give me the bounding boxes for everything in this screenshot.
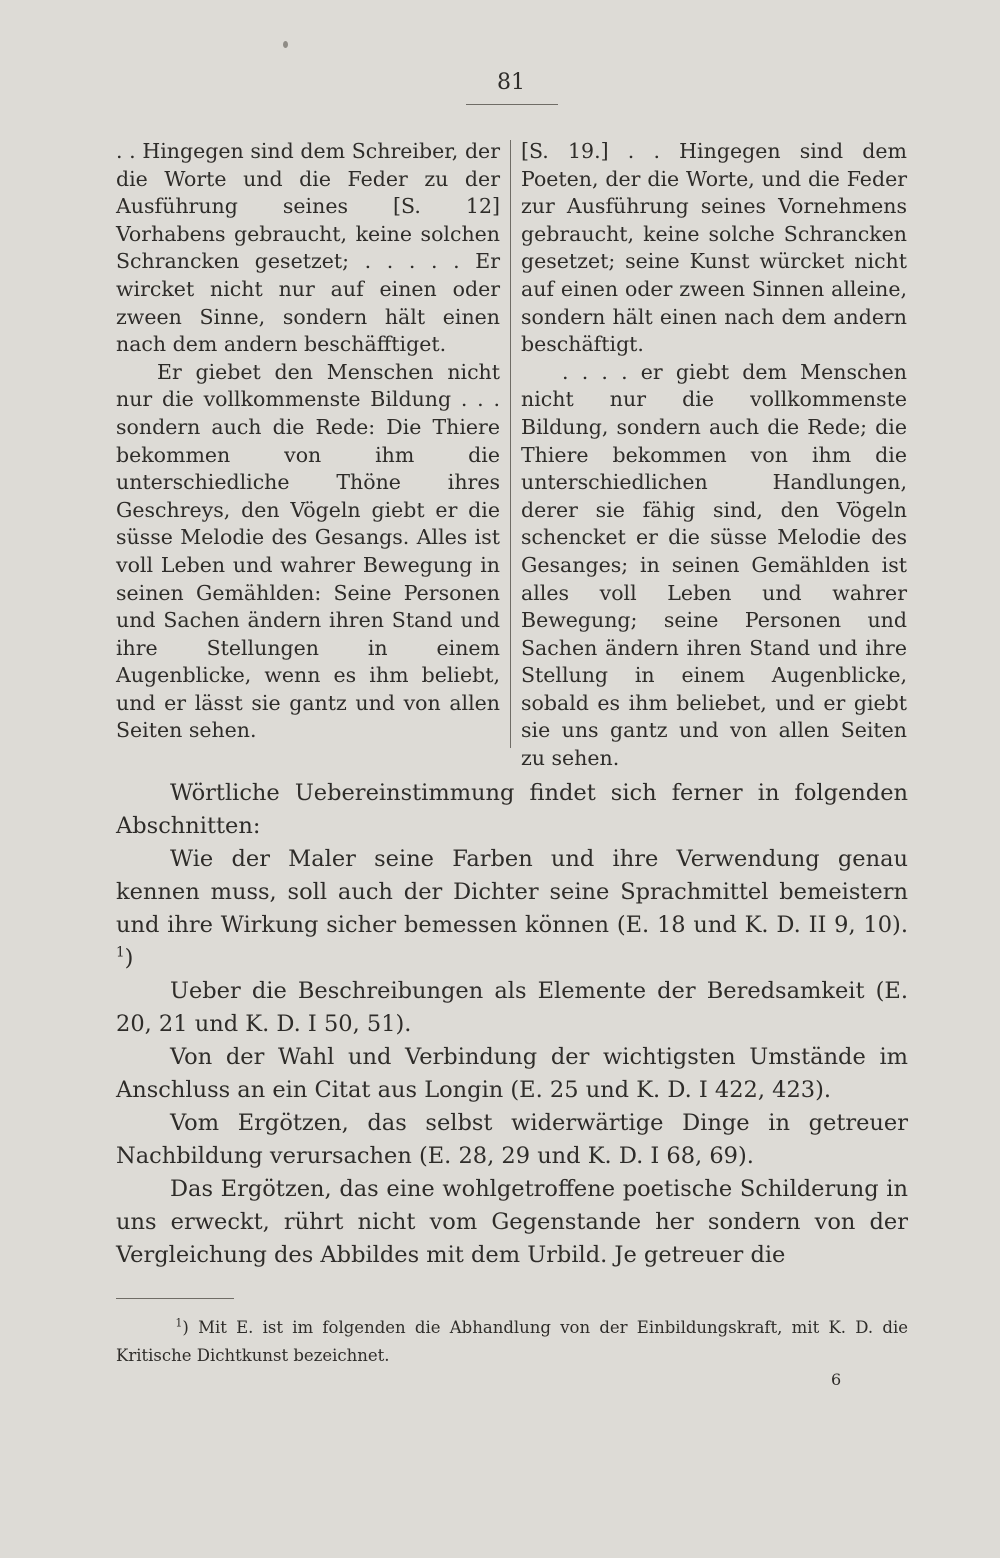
body-paragraph-2-text: Wie der Maler seine Farben und ihre Verwendung genau kennen muss, soll auch der Dichter seine Sprachmittel bemeistern und ihre Wirkung sicher bemessen können (E. 18 und K. D. II 9, 10). — [116, 846, 908, 938]
page-number-rule — [466, 104, 558, 105]
ink-speck — [283, 41, 288, 48]
right-quote-paragraph-1: [S. 19.] . . Hingegen sind dem Poeten, der die Worte, und die Feder zur Ausführung seines Vornehmens gebraucht, keine solche Schrancken gesetzet; seine Kunst würcket nicht auf einen oder zween Sinnen alleine, sondern hält einen nach dem andern beschäftigt. — [521, 139, 907, 357]
footnote-text: Mit E. ist im folgenden die Abhandlung von der Einbildungskraft, mit K. D. die Kritische Dichtkunst bezeichnet. — [116, 1318, 908, 1365]
body-paragraph-3: Ueber die Beschreibungen als Elemente der Beredsamkeit (E. 20, 21 und K. D. I 50, 51). — [116, 978, 908, 1037]
signature-mark: 6 — [831, 1370, 842, 1389]
body-paragraph-6: Das Ergötzen, das eine wohlgetroffene poetische Schilderung in uns erweckt, rührt nicht vom Gegenstande her sondern von der Vergleichung des Abbildes mit dem Urbild. Je getreuer die — [116, 1176, 908, 1268]
column-divider — [510, 140, 511, 748]
footnote-reference-close: ) — [124, 945, 134, 971]
footnote-mark-close: ) — [182, 1318, 189, 1337]
body-paragraph-4: Von der Wahl und Verbindung der wichtigsten Umstände im Anschluss an ein Citat aus Longin (E. 25 und K. D. I 422, 423). — [116, 1044, 908, 1103]
right-quote-paragraph-2: . . . . er giebt dem Menschen nicht nur die vollkommenste Bildung, sondern auch die Rede; die Thiere bekommen von ihm die unterschiedlichen Handlungen, derer sie fähig sind, den Vögeln schencket er die süsse Melodie des Gesanges; in seinen Gemählden ist alles voll Leben und wahrer Bewegung; seine Personen und Sachen ändern ihren Stand und ihre Stellung in einem Augenblicke, sobald es ihm beliebet, und er giebt sie uns gantz und von allen Seiten zu sehen. — [521, 359, 907, 771]
body-text — [116, 777, 908, 1272]
page-number: 81 — [497, 70, 525, 95]
body-paragraph-2 — [116, 843, 908, 975]
body-paragraph-5: Vom Ergötzen, das selbst widerwärtige Dinge in getreuer Nachbildung verursachen (E. 28, 29 und K. D. I 68, 69). — [116, 1110, 908, 1169]
footnote-rule — [116, 1298, 234, 1299]
body-paragraph-1: Wörtliche Uebereinstimmung findet sich ferner in folgenden Abschnitten: — [116, 780, 908, 839]
right-quote-column — [521, 138, 907, 773]
left-quote-paragraph-1: . . Hingegen sind dem Schreiber, der die Worte und die Feder zu der Ausführung seines [S. 12] Vorhabens gebraucht, keine solchen Schrancken gesetzet; . . . . . Er wircket nicht nur auf einen oder zween Sinne, sondern hält einen nach dem andern beschäfftiget. — [116, 139, 500, 357]
left-quote-paragraph-2: Er giebet den Menschen nicht nur die vollkommenste Bildung . . . sondern auch die Rede: Die Thiere bekommen von ihm die unterschiedliche Thöne ihres Geschreys, den Vögeln giebt er die süsse Melodie des Gesangs. Alles ist voll Leben und wahrer Bewegung in seinen Gemählden: Seine Personen und Sachen ändern ihren Stand und ihre Stellungen in einem Augenblicke, wenn es ihm beliebt, und er lässt sie gantz und von allen Seiten sehen. — [116, 359, 500, 743]
footnote-reference[interactable]: 1 — [116, 944, 125, 961]
left-quote-column — [116, 138, 500, 745]
footnote — [116, 1314, 908, 1370]
footnote-mark: 1 — [175, 1316, 183, 1330]
